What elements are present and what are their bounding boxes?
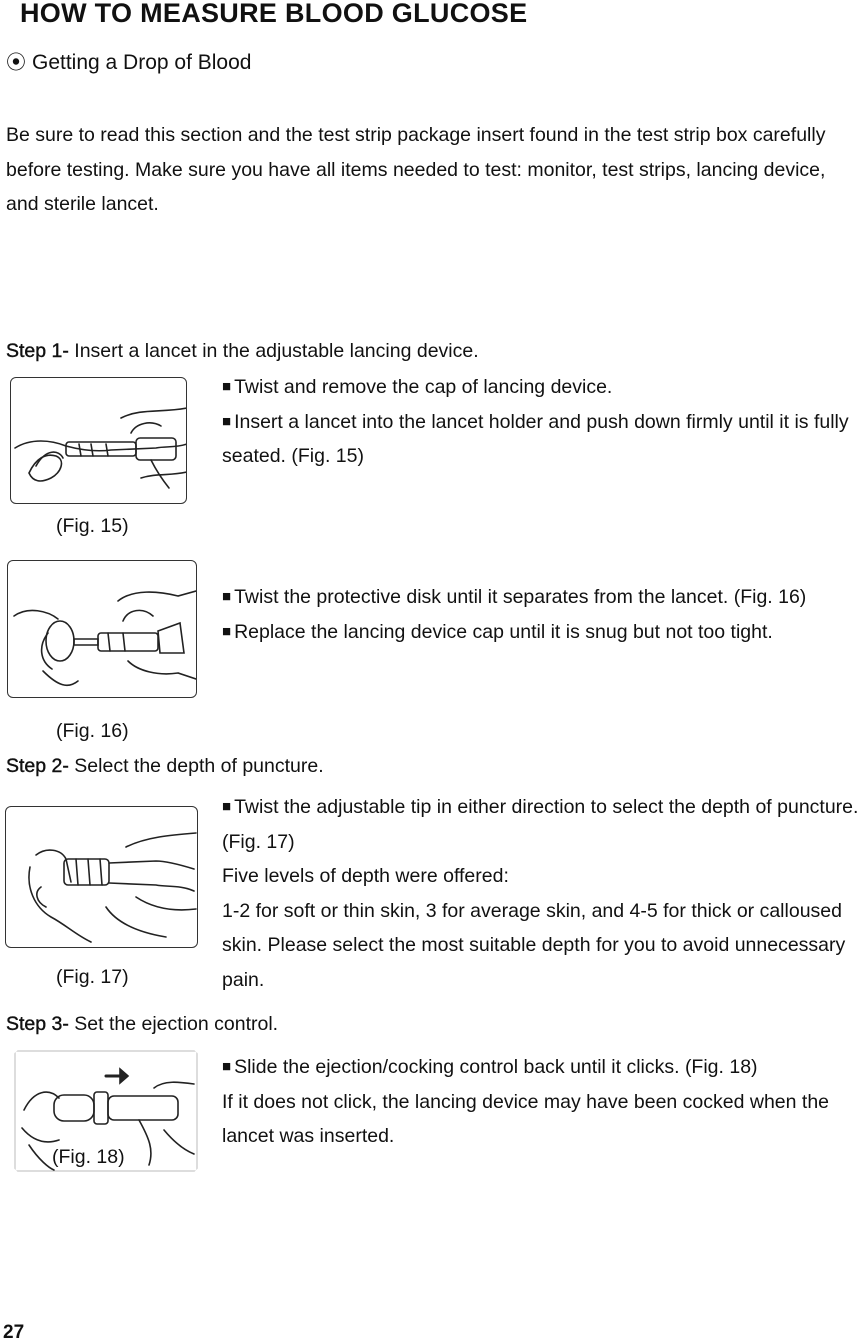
figure-15-caption: (Fig. 15): [56, 515, 129, 537]
section-heading: [6, 46, 251, 75]
page-number: 27: [3, 1322, 25, 1343]
step-1-fig15-instructions: [222, 370, 862, 474]
step-3-text: Set the ejection control.: [68, 1013, 279, 1035]
figure-17-illustration: [5, 806, 198, 948]
square-bullet-icon: ■: [222, 378, 232, 395]
figure-18-caption: (Fig. 18): [52, 1146, 125, 1168]
depth-levels-intro: Five levels of depth were offered:: [222, 865, 509, 887]
square-bullet-icon: ■: [222, 622, 232, 640]
step-2-instructions: [222, 790, 862, 997]
twisting-protective-disk-icon: [8, 561, 197, 698]
bullet-item: ■ Insert a lancet into the lancet holder and push down firmly until it is fully seated. (Fig. 15): [222, 410, 849, 467]
circle-dot-icon: ⦿: [6, 52, 26, 74]
bullet-item: ■ Slide the ejection/cocking control back until it clicks. (Fig. 18): [222, 1056, 758, 1078]
section-title: Getting a Drop of Blood: [32, 51, 252, 74]
bullet-item: ■ Twist and remove the cap of lancing device.: [222, 376, 613, 398]
depth-levels-detail: 1-2 for soft or thin skin, 3 for average skin, and 4-5 for thick or calloused skin. Please select the most suitable depth for you to avoid unnecessary pain.: [222, 899, 846, 991]
square-bullet-icon: ■: [222, 588, 232, 605]
figure-17-caption: (Fig. 17): [56, 966, 129, 988]
figure-16-caption: (Fig. 16): [56, 720, 129, 742]
bullet-item: ■ Replace the lancing device cap until it is snug but not too tight.: [222, 620, 773, 643]
square-bullet-icon: ■: [222, 412, 232, 430]
step-2-label: Step 2-: [6, 755, 69, 777]
step-1-label: Step 1-: [6, 340, 69, 362]
hands-inserting-lancet-icon: [11, 378, 187, 504]
step-1-fig16-instructions: [222, 580, 862, 649]
square-bullet-icon: ■: [222, 798, 232, 815]
intro-paragraph: Be sure to read this section and the test strip package insert found in the test strip box carefully before testing. Make sure you have all items needed to test: monitor, test strips, lancing device, and sterile lancet.: [6, 124, 826, 215]
not-clicking-note: If it does not click, the lancing device may have been cocked when the lancet was inserted.: [222, 1090, 830, 1147]
step-3-label: Step 3-: [6, 1013, 69, 1035]
figure-15-illustration: [10, 377, 187, 504]
page-title: HOW TO MEASURE BLOOD GLUCOSE: [20, 0, 528, 28]
step-3-instructions: [222, 1050, 864, 1154]
bullet-item: ■ Twist the protective disk until it separates from the lancet. (Fig. 16): [222, 586, 807, 608]
step-2-heading: [6, 755, 324, 778]
twisting-adjustable-tip-icon: [6, 807, 198, 948]
bullet-item: ■ Twist the adjustable tip in either direction to select the depth of puncture. (Fig. 17): [222, 796, 859, 853]
figure-16-illustration: [7, 560, 197, 698]
square-bullet-icon: ■: [222, 1058, 232, 1075]
step-3-heading: [6, 1013, 278, 1036]
step-2-text: Select the depth of puncture.: [68, 755, 324, 777]
step-1-text: Insert a lancet in the adjustable lancing device.: [68, 340, 479, 362]
step-1-heading: [6, 340, 479, 363]
